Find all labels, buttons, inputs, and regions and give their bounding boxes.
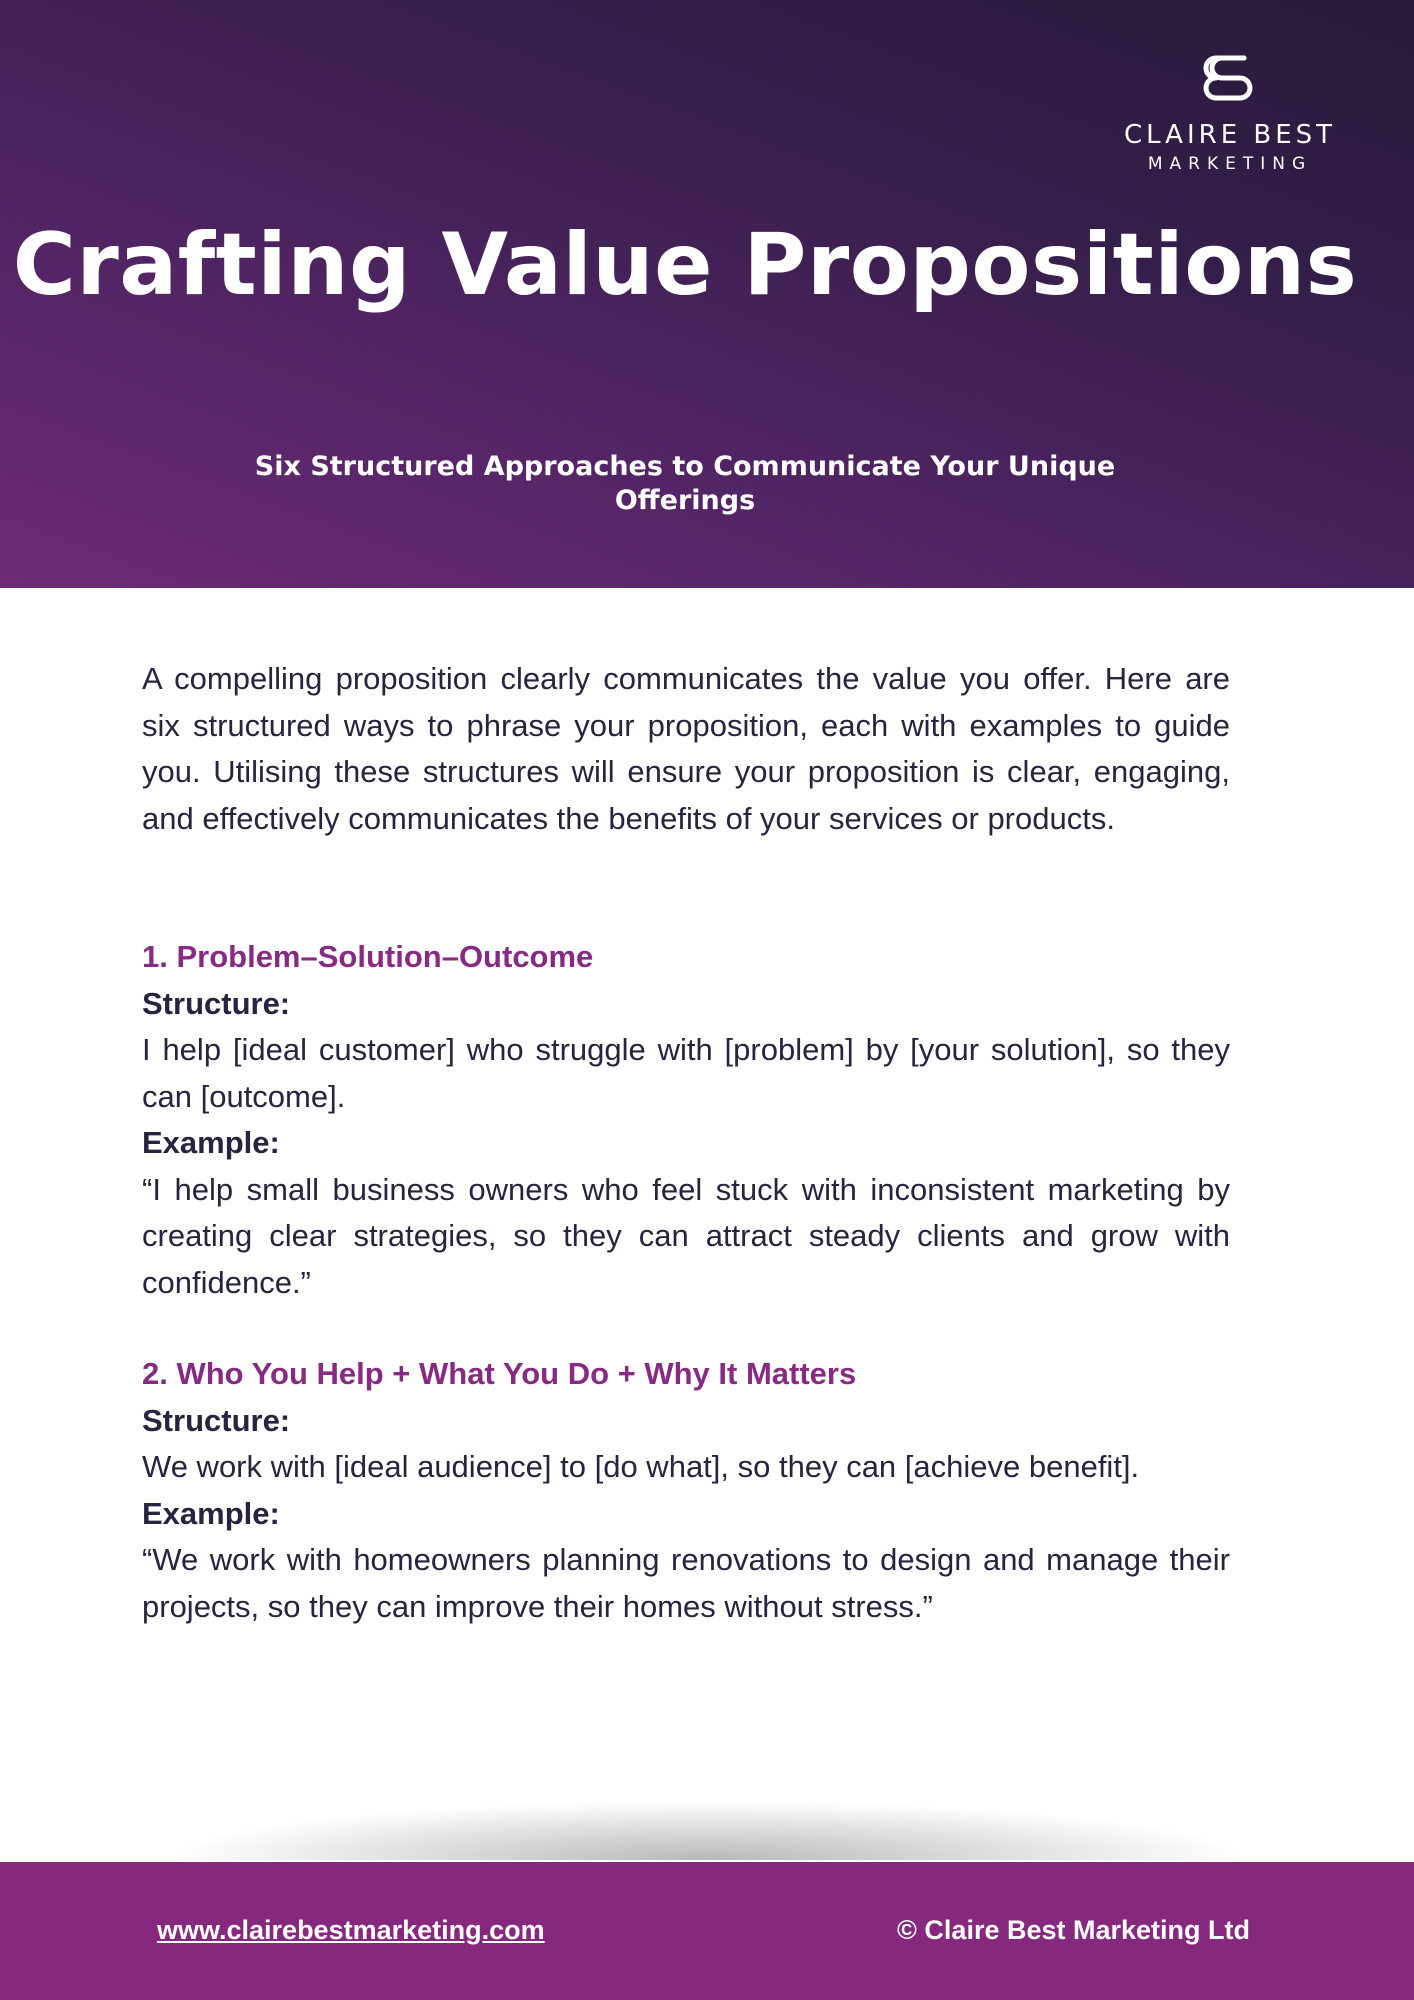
section-problem-solution-outcome	[142, 934, 1230, 1306]
brand-logo	[1100, 50, 1360, 174]
footer-shadow	[160, 1800, 1254, 1860]
example-text: “I help small business owners who feel stuck with inconsistent marketing by creating clear strategies, so they can attract steady clients and grow with confidence.”	[142, 1171, 1230, 1300]
page-subtitle: Six Structured Approaches to Communicate Your Unique Offerings	[254, 451, 1116, 516]
structure-label: Structure:	[142, 1402, 291, 1438]
section-who-what-why	[142, 1351, 1230, 1630]
website-link[interactable]: www.clairebestmarketing.com	[157, 1915, 545, 1945]
page-footer	[0, 1862, 1414, 2000]
example-label: Example:	[142, 1495, 280, 1531]
brand-tagline: MARKETING	[1147, 154, 1313, 174]
example-label: Example:	[142, 1125, 280, 1160]
example-text: “We work with homeowners planning renovations to design and manage their projects, so they can improve their homes without stress.”	[142, 1542, 1230, 1624]
section-heading: 1. Problem–Solution–Outcome	[142, 939, 594, 974]
cb-monogram-icon	[1200, 50, 1260, 110]
section-heading: 2. Who You Help + What You Do + Why It Matters	[142, 1356, 857, 1391]
structure-label: Structure:	[142, 985, 291, 1021]
intro-paragraph: A compelling proposition clearly communicates the value you offer. Here are six structured ways to phrase your proposition, each with examples to guide you. Utilising these structures will ensure your proposition is clear, engaging, and effectively communicates the benefits of your services or products.	[142, 661, 1230, 836]
brand-name: CLAIRE BEST	[1123, 120, 1337, 150]
hero-banner	[0, 0, 1414, 588]
structure-text: We work with [ideal audience] to [do what], so they can [achieve benefit].	[142, 1449, 1140, 1484]
main-content	[142, 656, 1230, 1675]
copyright-text: © Claire Best Marketing Ltd	[897, 1915, 1250, 1945]
structure-text: I help [ideal customer] who struggle with [problem] by [your solution], so they can [outcome].	[142, 1032, 1230, 1114]
page-title: Crafting Value Propositions	[12, 215, 1358, 315]
